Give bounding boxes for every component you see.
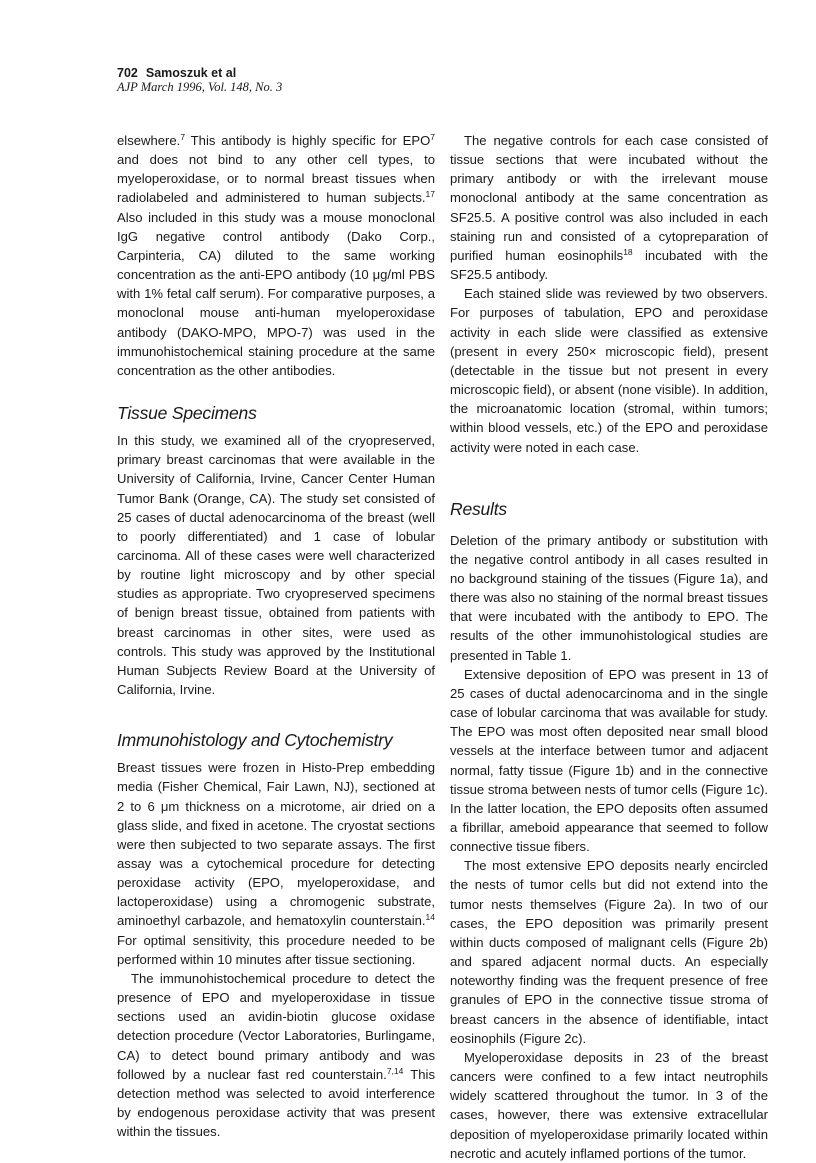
paragraph-negative-controls: The negative controls for each case consisted of tissue sections that were incubated without the primary antibody or with the irrelevant mouse monoclonal antibody at the same concentration as SF25.5. A positive control was also included in each staining run and consisted of a cytopreparation of purified human eosinophils$^{18}$ incubated with the SF25.5 antibody. — [450, 133, 768, 283]
paragraph-myeloperoxidase: Myeloperoxidase deposits in 23 of the breast cancers were confined to a few intact neutrophils widely scattered throughout the tumor. In 3 of the cases, however, there was extensive extracellular deposition of myeloperoxidase primarily located within necrotic and acutely inflamed portions of the tumor. — [450, 1049, 768, 1161]
header-line — [117, 66, 417, 80]
section-heading-results: Results — [450, 498, 507, 519]
paragraph-background-staining: Deletion of the primary antibody or substitution with the negative control antibody in all cases resulted in no background staining of the tissues (Figure 1a), and there was also no staining of the normal breast tissues that were incubated with the antibody to EPO. The results of the other immunohistological studies are presented in Table 1. — [450, 532, 768, 663]
section-heading-tissue-specimens: Tissue Specimens — [117, 403, 257, 424]
paragraph-epo-deposition: Extensive deposition of EPO was present in 13 of 25 cases of ductal adenocarcinoma and in the single case of lobular carcinoma that was available for study. The EPO was most often deposited near small blood vessels at the interface between tumor and adjacent normal, fatty tissue (Figure 1b) and in the connective tissue stroma between nests of tumor cells (Figure 1c). In the latter location, the EPO deposits often assumed a fibrillar, ameboid appearance that seemed to follow connective tissue fibers. — [450, 666, 769, 855]
right-column — [450, 131, 768, 1163]
paragraph-extensive-epo: The most extensive EPO deposits nearly encircled the nests of tumor cells but did not extend into the tumor nests themselves (Figure 2a). In two of our cases, the EPO deposition was primarily present within ducts composed of malignant cells (Figure 2b) and spared adjacent normal ducts. An especially noteworthy finding was the frequent presence of free granules of EPO in the connective tissue stroma of breast cancers in the absence of identifiable, intact eosinophils (Figure 2c). — [450, 858, 768, 1046]
paragraph-cytochemical-assay: Breast tissues were frozen in Histo-Prep embedding media (Fisher Chemical, Fair Lawn, NJ), sectioned at 2 to 6 μm thickness on a microtome, air dried on a glass slide, and fixed in acetone. The cryostat sections were then subjected to two separate assays. The first assay was a cytochemical procedure for detecting peroxidase activity (EPO, myeloperoxidase, and lactoperoxidase) using a chromogenic substrate, aminoethyl carbazole, and hematoxylin counterstain.$^{14}$ For optimal sensitivity, this procedure needed to be performed within 10 minutes after tissue sectioning. — [117, 760, 435, 967]
journal-citation: AJP March 1996, Vol. 148, No. 3 — [117, 80, 283, 94]
paragraph-tissue-specimens: In this study, we examined all of the cryopreserved, primary breast carcinomas that were available in the University of California, Irvine, Cancer Center Human Tumor Bank (Orange, CA). The study set consisted of 25 cases of ductal adenocarcinoma of the breast (well to poorly differentiated) and 1 case of lobular carcinoma. All of these cases were well characterized by routine light microscopy and by other special studies as appropriate. Two cryopreserved specimens of benign breast tissue, obtained from patients with breast carcinomas in other sites, were used as controls. This study was approved by the Institutional Human Subjects Review Board at the University of California, Irvine. — [117, 433, 435, 698]
paragraph-immunohistochemical-procedure: The immunohistochemical procedure to detect the presence of EPO and myeloperoxidase in tissue sections used an avidin-biotin glucose oxidase detection procedure (Vector Laboratories, Burlingame, CA) to detect bound primary antibody and was followed by a nuclear fast red counterstain.$^{7,14}$ This detection method was selected to avoid interference by endogenous peroxidase activity that was present within the tissues. — [117, 970, 435, 1140]
paragraph-antibody: elsewhere.$^7$ This antibody is highly specific for EPO$^7$ and does not bind to any other cell types, to myeloperoxidase, or to normal breast tissues when radiolabeled and administered to human subjects.$^{17}$ Also included in this study was a mouse monoclonal IgG negative control antibody (Dako Corp., Carpinteria, CA) diluted to the same working concentration as the anti-EPO antibody (10 μg/ml PBS with 1% fetal calf serum). For comparative purposes, a monoclonal mouse anti-human myeloperoxidase antibody (DAKO-MPO, MPO-7) was used in the immunohistochemical staining procedure at the same concentration as the other antibodies. — [117, 132, 435, 378]
left-column — [117, 131, 435, 1141]
running-header — [117, 66, 417, 94]
section-heading-immunohistology: Immunohistology and Cytochemistry — [117, 730, 393, 751]
paragraph-slide-review: Each stained slide was reviewed by two observers. For purposes of tabulation, EPO and peroxidase activity in each slide were classified as extensive (present in every 250× microscopic field), present (detectable in the tissue but not present in every microscopic field), or absent (none visible). In addition, the microanatomic location (stromal, within tumors; within blood vessels, etc.) of the EPO and peroxidase activity were noted in each case. — [450, 286, 768, 455]
header-authors: Samoszuk et al — [145, 66, 237, 80]
page-number: 702 — [117, 66, 138, 80]
